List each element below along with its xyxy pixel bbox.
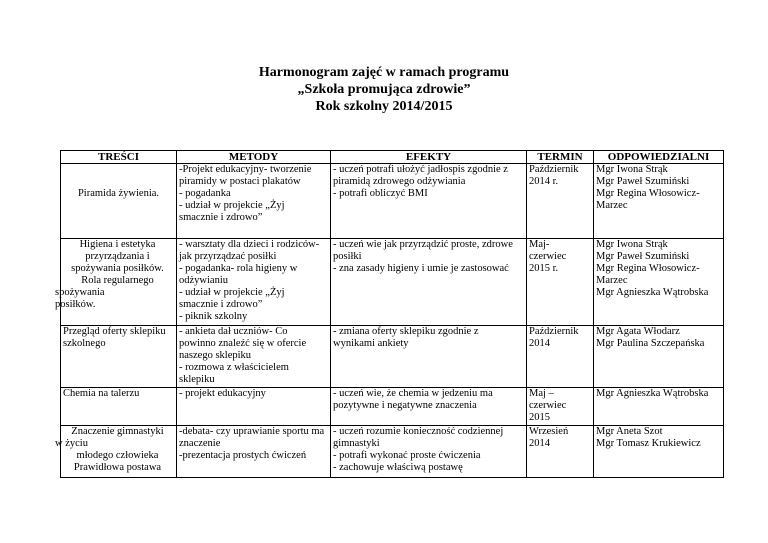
cell-line: -prezentacja prostych ćwiczeń	[179, 450, 307, 461]
cell-line: gimnastyki	[333, 438, 380, 449]
cell-line: - pogadanka- rola higieny w	[179, 263, 298, 274]
cell-line: Mgr Agnieszka Wątrobska	[596, 287, 709, 298]
cell-line: smacznie i zdrowo”	[179, 299, 263, 310]
cell-line: piramidą zdrowego odżywiania	[333, 176, 466, 187]
cell-line: smacznie i zdrowo”	[179, 212, 263, 223]
cell-metody	[177, 239, 331, 326]
cell-line: Mgr Agnieszka Wątrobska	[596, 388, 709, 399]
cell-line: Mgr Iwona Strąk	[596, 164, 668, 175]
cell-efekty	[331, 426, 527, 478]
cell-line: odżywianiu	[179, 275, 228, 286]
cell-line: Mgr Agata Włodarz	[596, 326, 680, 337]
cell-tresci	[55, 426, 177, 478]
table-row	[61, 164, 724, 239]
cell-line: - zna zasady higieny i umie je zastosować	[333, 263, 509, 274]
title-line-3: Rok szkolny 2014/2015	[315, 99, 453, 114]
cell-termin	[527, 388, 594, 426]
cell-line: - warsztaty dla dzieci i rodziców-	[179, 239, 320, 250]
cell-metody	[177, 426, 331, 478]
cell-line: Mgr Paweł Szumiński	[596, 176, 690, 187]
cell-line: Mgr Regina Włosowicz-	[596, 188, 700, 199]
header-termin: TERMIN	[527, 151, 594, 164]
cell-line: Mgr Iwona Strąk	[596, 239, 668, 250]
cell-line: Październik	[529, 326, 579, 337]
cell-line: przyrządzania i	[85, 251, 150, 262]
cell-line: - piknik szkolny	[179, 311, 248, 322]
cell-line: jak przyrządzać posiłki	[179, 251, 277, 262]
title-line-1: Harmonogram zajęć w ramach programu	[258, 65, 510, 80]
cell-line: spożywania	[55, 287, 105, 298]
cell-tresci	[61, 326, 177, 388]
cell-line: Prawidłowa postawa	[73, 462, 162, 473]
cell-line: Mgr Paweł Szumiński	[596, 251, 690, 262]
cell-line: - udział w projekcie „Żyj	[179, 287, 285, 298]
schedule-table	[55, 150, 724, 478]
cell-line: - rozmowa z właścicielem	[179, 362, 289, 373]
cell-line: Znaczenie gimnastyki	[71, 426, 164, 437]
cell-line: Marzec	[596, 200, 628, 211]
cell-line: Higiena i estetyka	[79, 239, 156, 250]
cell-efekty	[331, 326, 527, 388]
header-efekty: EFEKTY	[331, 151, 527, 164]
cell-efekty	[331, 388, 527, 426]
cell-line: 2015	[529, 412, 550, 423]
cell-line: Mgr Regina Włosowicz-	[596, 263, 700, 274]
cell-line: posiłków.	[55, 299, 96, 310]
cell-metody	[177, 164, 331, 239]
cell-line: powinno znaleźć się w ofercie	[179, 338, 307, 349]
cell-line: pozytywne i negatywne znaczenia	[333, 400, 477, 411]
cell-line: Mgr Aneta Szot	[596, 426, 663, 437]
cell-line: w życiu	[55, 438, 88, 449]
cell-termin	[527, 164, 594, 239]
cell-line: Wrzesień	[529, 426, 569, 437]
cell-termin	[527, 426, 594, 478]
cell-metody	[177, 326, 331, 388]
cell-efekty	[331, 239, 527, 326]
cell-line: - projekt edukacyjny	[179, 388, 266, 399]
cell-line: - potrafi obliczyć BMI	[333, 188, 428, 199]
cell-line: Maj –	[529, 388, 554, 399]
cell-termin	[527, 239, 594, 326]
cell-odpowiedzialni	[594, 164, 724, 239]
cell-line: młodego człowieka	[76, 450, 159, 461]
header-row	[61, 151, 724, 164]
cell-line: - uczeń potrafi ułożyć jadłospis zgodnie z	[333, 164, 508, 175]
cell-line: Mgr Paulina Szczepańska	[596, 338, 705, 349]
header-tresci: TREŚCI	[61, 151, 177, 164]
cell-odpowiedzialni	[594, 239, 724, 326]
cell-line: -debata- czy uprawianie sportu ma	[179, 426, 325, 437]
header-odpowiedzialni: ODPOWIEDZIALNI	[594, 151, 724, 164]
cell-line: - ankieta dał uczniów- Co	[179, 326, 288, 337]
cell-line: czerwiec	[529, 251, 567, 262]
cell-line: spożywania posiłków.	[71, 263, 164, 274]
cell-line: wynikami ankiety	[333, 338, 409, 349]
cell-line: 2014	[529, 438, 550, 449]
document-title	[0, 64, 768, 115]
cell-line: - pogadanka	[179, 188, 231, 199]
table-row	[61, 239, 724, 326]
cell-line: - uczeń wie jak przyrządzić proste, zdrowe	[333, 239, 513, 250]
table-row	[61, 388, 724, 426]
cell-efekty	[331, 164, 527, 239]
table-row	[61, 426, 724, 478]
cell-line: znaczenie	[179, 438, 221, 449]
cell-line: 2014	[529, 338, 550, 349]
cell-line: posiłki	[333, 251, 362, 262]
cell-line: czerwiec	[529, 400, 567, 411]
cell-line: Mgr Tomasz Krukiewicz	[596, 438, 701, 449]
cell-line: Przegląd oferty sklepiku	[63, 326, 166, 337]
cell-line: Rola regularnego	[81, 275, 154, 286]
cell-line: piramidy w postaci plakatów	[179, 176, 301, 187]
cell-tresci	[55, 239, 177, 326]
cell-line: Marzec	[596, 275, 628, 286]
table-row	[61, 326, 724, 388]
cell-line: Piramida żywienia.	[77, 188, 160, 199]
cell-metody	[177, 388, 331, 426]
title-line-2: „Szkoła promująca zdrowie”	[297, 82, 471, 97]
cell-line: - zmiana oferty sklepiku zgodnie z	[333, 326, 479, 337]
cell-termin	[527, 326, 594, 388]
header-metody: METODY	[177, 151, 331, 164]
cell-line: - uczeń wie, że chemia w jedzeniu ma	[333, 388, 493, 399]
cell-line: -Projekt edukacyjny- tworzenie	[179, 164, 312, 175]
cell-line: Październik	[529, 164, 579, 175]
cell-odpowiedzialni	[594, 388, 724, 426]
cell-line: - udział w projekcie „Żyj	[179, 200, 285, 211]
cell-line: 2014 r.	[529, 176, 559, 187]
cell-line: - potrafi wykonać proste ćwiczenia	[333, 450, 481, 461]
cell-line: 2015 r.	[529, 263, 559, 274]
cell-odpowiedzialni	[594, 326, 724, 388]
cell-tresci	[61, 164, 177, 239]
cell-line: Chemia na talerzu	[63, 388, 140, 399]
cell-tresci	[61, 388, 177, 426]
cell-line: sklepiku	[179, 374, 215, 385]
cell-line: naszego sklepiku	[179, 350, 252, 361]
cell-odpowiedzialni	[594, 426, 724, 478]
cell-line: szkolnego	[63, 338, 106, 349]
cell-line: - zachowuje właściwą postawę	[333, 462, 463, 473]
cell-line: - uczeń rozumie konieczność codziennej	[333, 426, 504, 437]
cell-line: Maj-	[529, 239, 550, 250]
